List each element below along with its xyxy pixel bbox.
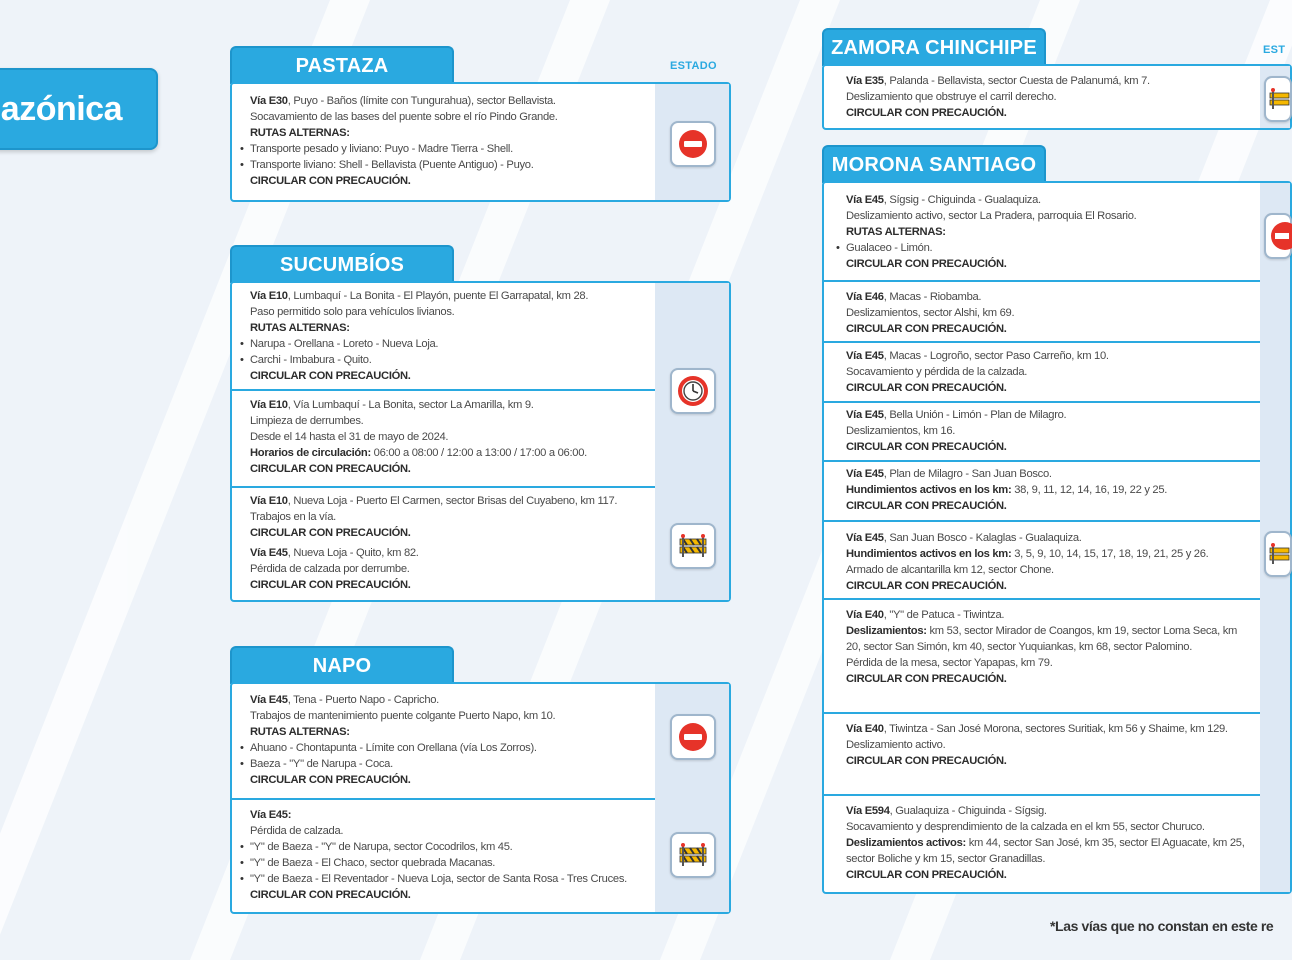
province-tab-napo: NAPO [230,646,454,684]
road-entry: Vía E45, Sígsig - Chiguinda - Gualaquiza. Deslizamiento activo, sector La Pradera, parroquia El Rosario. RUTAS ALTERNAS: • Gualaceo - Limón. CIRCULAR CON PRECAUCIÓN. [824,192,1260,272]
road-entry: Vía E45: Pérdida de calzada. • "Y" de Baeza - "Y" de Narupa, sector Cocodrilos, km 45. • "Y" de Baeza - El Chaco, sector quebrada Macanas. • "Y" de Baeza - El Reventador - Nueva Loja, sector de Santa Rosa - Tres Cruces. CIRCULAR CON PRECAUCIÓN. [232,798,655,903]
province-tab-sucumbios: SUCUMBÍOS [230,245,454,283]
caution-text: CIRCULAR CON PRECAUCIÓN. [846,500,1007,512]
alternate-routes-list: • Narupa - Orellana - Loreto - Nueva Loja. • Carchi - Imbabura - Quito. [240,336,645,368]
alternate-routes-list: • Gualaceo - Limón. [836,240,1250,256]
road-entry: Vía E30, Puyo - Baños (límite con Tungurahua), sector Bellavista. Socavamiento de las bases del puente sobre el río Pindo Grande. RUTAS ALTERNAS: • Transporte pesado y liviano: Puyo - Madre Tierra - Shell. • Transporte liviano: Shell - Bellavista (Puente Antiguo) - Puyo. CIRCULAR CON PRECAUCIÓN. [232,93,655,189]
province-tab-morona-santiago: MORONA SANTIAGO [822,145,1046,183]
road-entry: Vía E40, Tiwintza - San José Morona, sectores Suritiak, km 56 y Shaime, km 129. Deslizamiento activo. CIRCULAR CON PRECAUCIÓN. [824,712,1260,769]
caution-text: CIRCULAR CON PRECAUCIÓN. [250,889,411,901]
caution-text: CIRCULAR CON PRECAUCIÓN. [846,580,1007,592]
alternate-routes-list: • Ahuano - Chontapunta - Límite con Orellana (vía Los Zorros). • Baeza - "Y" de Narupa - Coca. [240,740,645,772]
road-entry: Vía E35, Palanda - Bellavista, sector Cuesta de Palanumá, km 7. Deslizamiento que obstruye el carril derecho. CIRCULAR CON PRECAUCIÓN. [824,73,1260,121]
road-entry: Vía E10, Nueva Loja - Puerto El Carmen, sector Brisas del Cuyabeno, km 117. Trabajos en la vía. CIRCULAR CON PRECAUCIÓN. [232,486,655,541]
province-card-pastaza [230,82,731,202]
road-entry: Vía E45, Plan de Milagro - San Juan Bosco. Hundimientos activos en los km: 38, 9, 11, 12, 14, 16, 19, 22 y 25. CIRCULAR CON PRECAUCIÓN. [824,460,1260,514]
province-card-sucumbios [230,281,731,602]
road-entry: Vía E46, Macas - Riobamba. Deslizamientos, sector Alshi, km 69. CIRCULAR CON PRECAUCIÓN. [824,280,1260,337]
caution-text: CIRCULAR CON PRECAUCIÓN. [846,258,1007,270]
no-entry-icon [1264,213,1292,259]
affected-sections-list: • "Y" de Baeza - "Y" de Narupa, sector Cocodrilos, km 45. • "Y" de Baeza - El Chaco, sector quebrada Macanas. • "Y" de Baeza - El Reventador - Nueva Loja, sector de Santa Rosa - Tres Cruces. [240,839,645,887]
road-entry: Vía E45, Macas - Logroño, sector Paso Carreño, km 10. Socavamiento y pérdida de la calzada. CIRCULAR CON PRECAUCIÓN. [824,341,1260,396]
roadwork-barrier-icon [1264,76,1292,122]
province-card-zamora-chinchipe [822,64,1292,130]
road-entry: Vía E45, Tena - Puerto Napo - Capricho. Trabajos de mantenimiento puente colgante Puerto Napo, km 10. RUTAS ALTERNAS: • Ahuano - Chontapunta - Límite con Orellana (vía Los Zorros). • Baeza - "Y" de Narupa - Coca. CIRCULAR CON PRECAUCIÓN. [232,692,655,788]
caution-text: CIRCULAR CON PRECAUCIÓN. [250,370,411,382]
alternate-routes-title: RUTAS ALTERNAS: [846,226,946,238]
estado-label-pastaza: ESTADO [670,60,717,72]
province-tab-zamora-chinchipe: ZAMORA CHINCHIPE [822,28,1046,66]
province-card-morona-santiago [822,181,1292,894]
road-entry: Vía E10, Vía Lumbaquí - La Bonita, sector La Amarilla, km 9. Limpieza de derrumbes. Desde el 14 hasta el 31 de mayo de 2024. Horarios de circulación: 06:00 a 08:00 / 12:00 a 13:00 / 17:00 a 06:00. CIRCULAR CON PRECAUCIÓN. [232,389,655,477]
no-entry-icon [670,121,716,167]
road-entry: Vía E45, San Juan Bosco - Kalaglas - Gualaquiza. Hundimientos activos en los km: 3, 5, 9, 10, 14, 15, 17, 18, 19, 21, 25 y 26. Armado de alcantarilla km 12, sector Chone. CIRCULAR CON PRECAUCIÓN. [824,520,1260,594]
caution-text: CIRCULAR CON PRECAUCIÓN. [250,774,411,786]
alternate-routes-list: • Transporte pesado y liviano: Puyo - Madre Tierra - Shell. • Transporte liviano: Shell - Bellavista (Puente Antiguo) - Puyo. [240,141,645,173]
caution-text: CIRCULAR CON PRECAUCIÓN. [250,463,411,475]
alternate-routes-title: RUTAS ALTERNAS: [250,127,350,139]
region-title: azónica [0,89,122,128]
caution-text: CIRCULAR CON PRECAUCIÓN. [250,579,411,591]
roadwork-barrier-icon [1264,531,1292,577]
road-entry: Vía E45, Bella Unión - Limón - Plan de Milagro. Deslizamientos, km 16. CIRCULAR CON PRECAUCIÓN. [824,401,1260,455]
region-title-badge [0,68,158,150]
alternate-routes-title: RUTAS ALTERNAS: [250,322,350,334]
province-tab-pastaza: PASTAZA [230,46,454,84]
caution-text: CIRCULAR CON PRECAUCIÓN. [846,323,1007,335]
road-entry: Vía E594, Gualaquiza - Chiguinda - Sígsig. Socavamiento y desprendimiento de la calzada en el km 55, sector Churuco. Deslizamientos activos: km 44, sector San José, km 35, sector El Aguacate, km 25, sector Boliche y km 15, sector Granadillas. CIRCULAR CON PRECAUCIÓN. [824,794,1260,883]
footnote: *Las vías que no constan en este re [1050,918,1274,934]
road-entry: Vía E10, Lumbaquí - La Bonita - El Playón, puente El Garrapatal, km 28. Paso permitido solo para vehículos livianos. RUTAS ALTERNAS: • Narupa - Orellana - Loreto - Nueva Loja. • Carchi - Imbabura - Quito. CIRCULAR CON PRECAUCIÓN. [232,288,655,384]
roadwork-barrier-icon [670,832,716,878]
caution-text: CIRCULAR CON PRECAUCIÓN. [846,441,1007,453]
caution-text: CIRCULAR CON PRECAUCIÓN. [846,673,1007,685]
caution-text: CIRCULAR CON PRECAUCIÓN. [250,175,411,187]
caution-text: CIRCULAR CON PRECAUCIÓN. [846,382,1007,394]
caution-text: CIRCULAR CON PRECAUCIÓN. [846,869,1007,881]
caution-text: CIRCULAR CON PRECAUCIÓN. [846,755,1007,767]
road-entry: Vía E40, "Y" de Patuca - Tiwintza. Deslizamientos: km 53, sector Mirador de Coangos, km 19, sector Loma Seca, km 20, sector San Simón, km 40, sector Yuquiankas, km 68, sector Palomino. Pérdida de la mesa, sector Yapapas, km 79. CIRCULAR CON PRECAUCIÓN. [824,598,1260,687]
road-entry: Vía E45, Nueva Loja - Quito, km 82. Pérdida de calzada por derrumbe. CIRCULAR CON PRECAUCIÓN. [232,545,655,593]
roadwork-barrier-icon [670,523,716,569]
estado-label-zamora: EST [1263,44,1286,56]
caution-text: CIRCULAR CON PRECAUCIÓN. [846,107,1007,119]
no-entry-icon [670,714,716,760]
alternate-routes-title: RUTAS ALTERNAS: [250,726,350,738]
clock-restricted-icon [670,368,716,414]
caution-text: CIRCULAR CON PRECAUCIÓN. [250,527,411,539]
province-card-napo [230,682,731,914]
